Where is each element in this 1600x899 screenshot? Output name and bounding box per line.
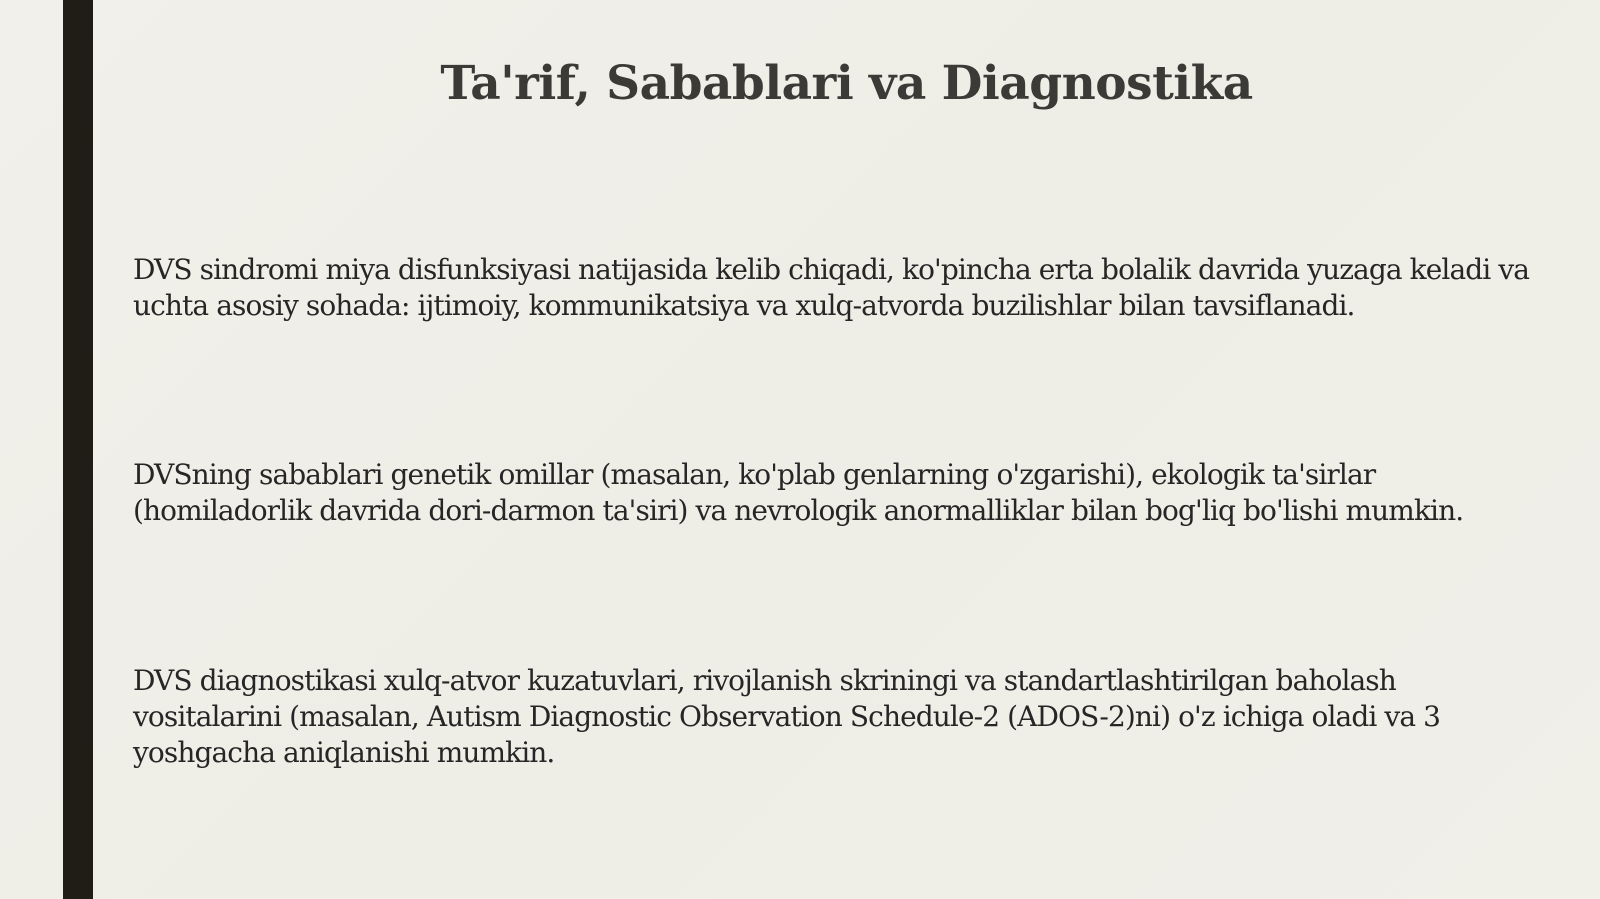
- paragraph-diagnostics: DVS diagnostikasi xulq-atvor kuzatuvlari, rivojlanish skriningi va standartlashtirilgan baholash vositalarini (masalan, Autism Diagnostic Observation Schedule-2 (ADOS-2)ni) o'z ichiga oladi va 3 yoshgacha aniqlanishi mumkin.: [133, 664, 1441, 769]
- paragraph-causes: DVSning sabablari genetik omillar (masalan, ko'plab genlarning o'zgarishi), ekologik ta'sirlar (homiladorlik davrida dori-darmon ta'siri) va nevrologik anormalliklar bilan bog'liq bo'lishi mumkin.: [133, 458, 1464, 527]
- slide-title: Ta'rif, Sabablari va Diagnostika: [440, 56, 1253, 111]
- paragraph-definition: DVS sindromi miya disfunksiyasi natijasida kelib chiqadi, ko'pincha erta bolalik davrida yuzaga keladi va uchta asosiy sohada: ijtimoiy, kommunikatsiya va xulq-atvorda buzilishlar bilan tavsiflanadi.: [133, 253, 1530, 322]
- accent-bar: [63, 0, 93, 899]
